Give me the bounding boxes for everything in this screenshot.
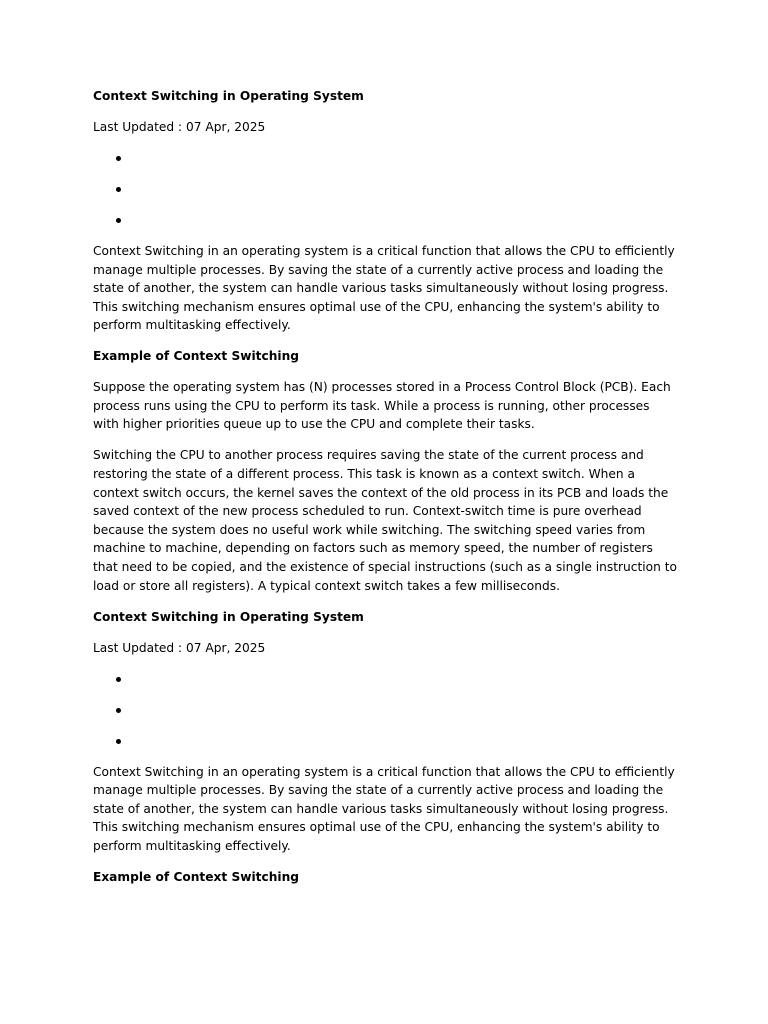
list-item — [93, 670, 677, 689]
document-page — [93, 87, 677, 899]
last-updated-date: Last Updated : 07 Apr, 2025 — [93, 119, 266, 134]
bullet-icon — [116, 739, 121, 744]
empty-bullet-list — [93, 149, 677, 230]
bullet-icon — [116, 187, 121, 192]
empty-bullet-list — [93, 670, 677, 751]
intro-paragraph: Context Switching in an operating system is a critical function that allows the CPU to efficiently manage multiple processes. By saving the state of a currently active process and loading the state of another, the system can handle various tasks simultaneously without losing progress. This switching mechanism ensures optimal use of the CPU, enhancing the system's ability to perform multitasking effectively. — [93, 243, 675, 333]
bullet-icon — [116, 708, 121, 713]
last-updated-date: Last Updated : 07 Apr, 2025 — [93, 640, 266, 655]
bullet-icon — [116, 218, 121, 223]
list-item — [93, 701, 677, 720]
section-heading-example: Example of Context Switching — [93, 349, 299, 364]
section-heading-example: Example of Context Switching — [93, 869, 299, 884]
list-item — [93, 211, 677, 230]
list-item — [93, 732, 677, 751]
example-paragraph: Switching the CPU to another process requires saving the state of the current process and restoring the state of a different process. This task is known as a context switch. When a context switch occurs, the kernel saves the context of the old process in its PCB and loads the saved context of the new process scheduled to run. Context-switch time is pure overhead because the system does no useful work while switching. The switching speed varies from machine to machine, depending on factors such as memory speed, the number of registers that need to be copied, and the existence of special instructions (such as a single instruction to load or store all registers). A typical context switch takes a few milliseconds. — [93, 448, 677, 593]
bullet-icon — [116, 156, 121, 161]
intro-paragraph: Context Switching in an operating system is a critical function that allows the CPU to efficiently manage multiple processes. By saving the state of a currently active process and loading the state of another, the system can handle various tasks simultaneously without losing progress. This switching mechanism ensures optimal use of the CPU, enhancing the system's ability to perform multitasking effectively. — [93, 764, 675, 853]
list-item — [93, 149, 677, 168]
article-title: Context Switching in Operating System — [93, 609, 364, 624]
example-paragraph: Suppose the operating system has (N) processes stored in a Process Control Block (PCB). Each process runs using the CPU to perform its task. While a process is running, other processes with higher priorities queue up to use the CPU and complete their tasks. — [93, 380, 671, 432]
bullet-icon — [116, 677, 121, 682]
list-item — [93, 180, 677, 199]
article-title: Context Switching in Operating System — [93, 89, 364, 103]
